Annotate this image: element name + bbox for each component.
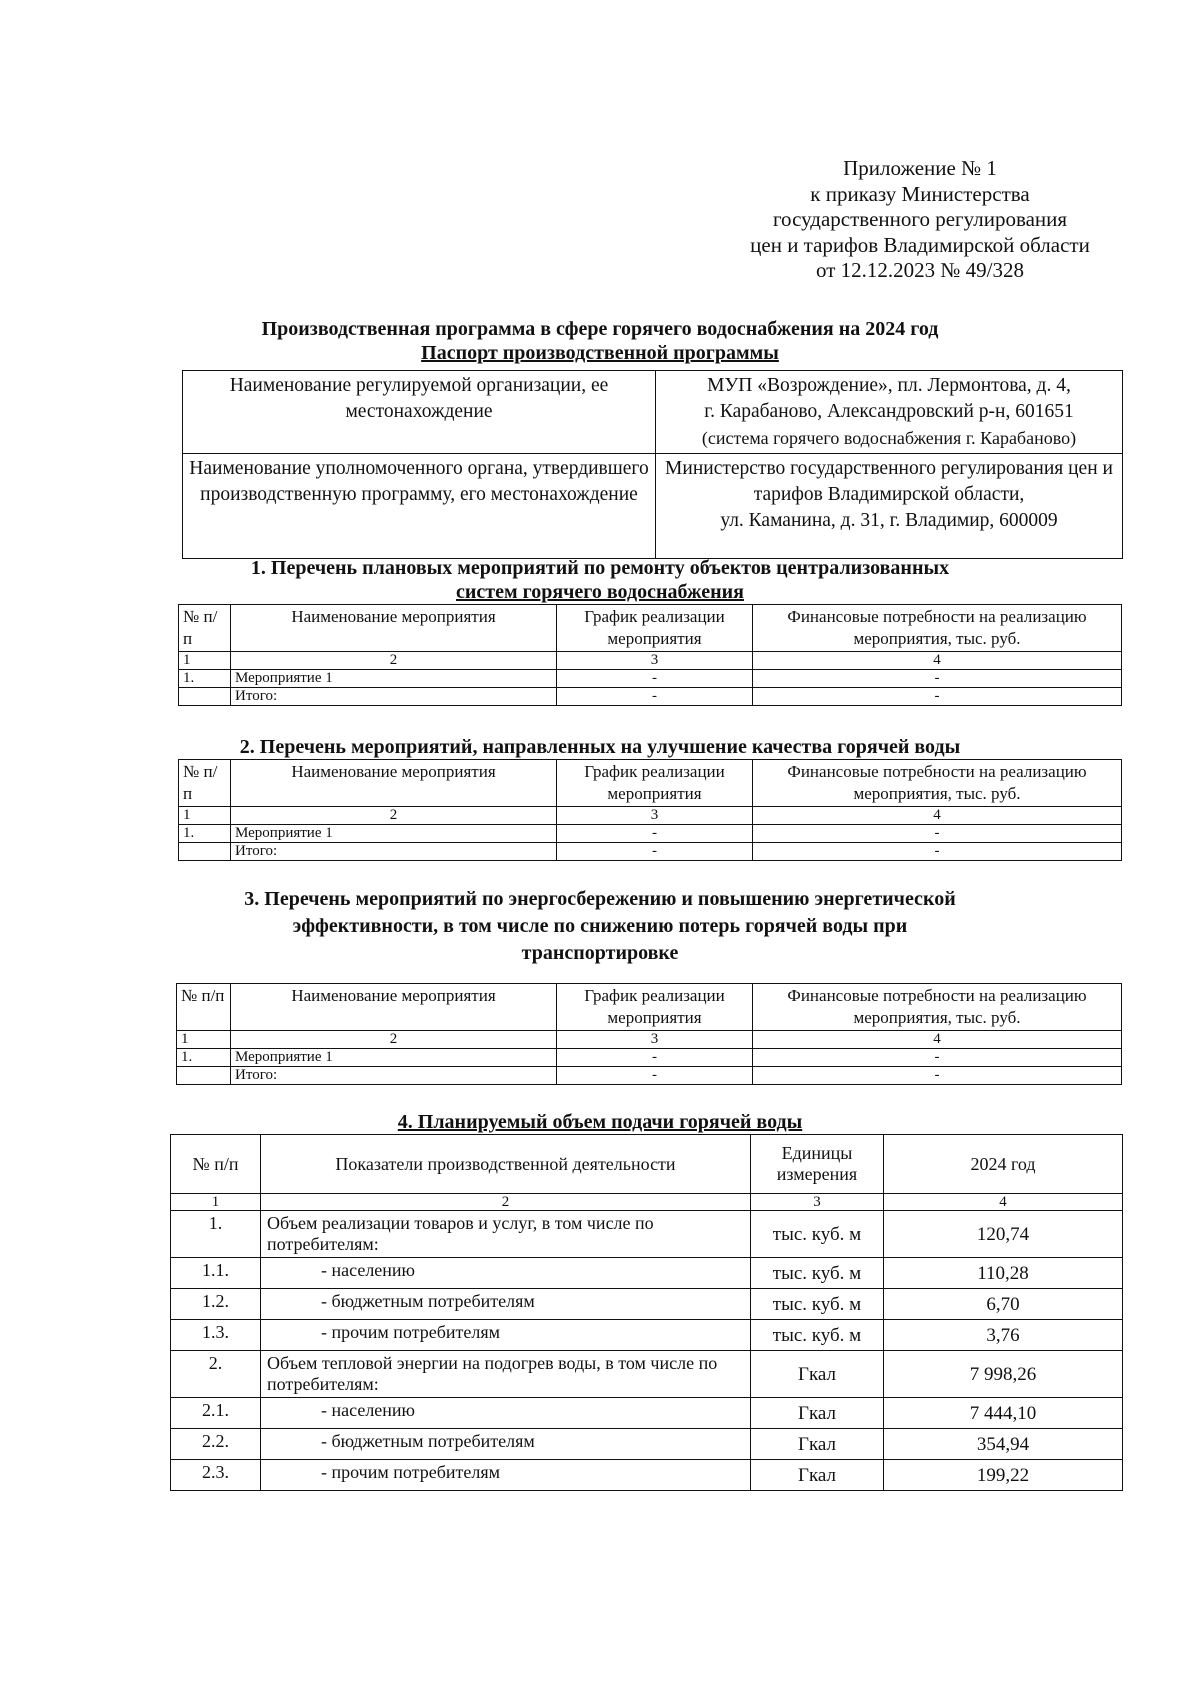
authority-value-line: ул. Каманина, д. 31, г. Владимир, 600009	[720, 510, 1058, 531]
header-name: Наименование мероприятия	[231, 605, 557, 652]
row-num: 1.	[179, 670, 231, 688]
col-number: 1	[177, 1031, 231, 1049]
col-number: 1	[179, 652, 231, 670]
passport-title: Паспорт производственной программы	[421, 342, 779, 364]
table-row	[179, 825, 1122, 843]
col-number: 2	[231, 652, 557, 670]
col-number: 2	[231, 807, 557, 825]
table-header-row	[177, 984, 1122, 1031]
total-schedule: -	[557, 843, 753, 861]
row-name: Мероприятие 1	[231, 825, 557, 843]
table-row	[171, 1460, 1123, 1491]
row-schedule: -	[557, 1049, 753, 1067]
row-name: - бюджетным потребителям	[261, 1289, 751, 1320]
col-number: 3	[557, 652, 753, 670]
row-name: Мероприятие 1	[231, 670, 557, 688]
column-number-row	[179, 652, 1122, 670]
header-schedule: График реализации мероприятия	[557, 984, 753, 1031]
header-indicator: Показатели производственной деятельности	[261, 1135, 751, 1194]
row-schedule: -	[557, 670, 753, 688]
row-finance: -	[753, 825, 1122, 843]
section-heading-line: эффективности, в том числе по снижению потерь горячей воды при	[292, 915, 908, 937]
org-label-cell	[183, 371, 656, 454]
column-number-row	[179, 807, 1122, 825]
appendix-line: от 12.12.2023 № 49/328	[815, 258, 1025, 282]
row-value: 7 444,10	[884, 1398, 1123, 1429]
header-schedule: График реализации мероприятия	[557, 605, 753, 652]
passport-row	[183, 454, 1123, 559]
row-num: 2.2.	[171, 1429, 261, 1460]
table-header-row	[179, 605, 1122, 652]
header-name: Наименование мероприятия	[231, 984, 557, 1031]
total-schedule: -	[557, 1067, 753, 1085]
row-name: - прочим потребителям	[261, 1460, 751, 1491]
table-row	[179, 670, 1122, 688]
section-2-table	[178, 759, 1122, 861]
document-title	[150, 317, 1050, 365]
total-label: Итого:	[231, 688, 557, 706]
appendix-line: государственного регулирования	[772, 207, 1068, 231]
header-finance: Финансовые потребности на реализацию мероприятия, тыс. руб.	[753, 760, 1122, 807]
header-num: № п/п	[177, 984, 231, 1031]
table-row	[171, 1351, 1123, 1398]
row-unit: Гкал	[751, 1398, 884, 1429]
header-finance: Финансовые потребности на реализацию мероприятия, тыс. руб.	[753, 605, 1122, 652]
row-num: 1.	[171, 1211, 261, 1258]
org-value-line: г. Карабаново, Александровский р-н, 601651	[704, 401, 1074, 422]
header-num: № п/п	[171, 1135, 261, 1194]
appendix-line: цен и тарифов Владимирской области	[750, 232, 1090, 257]
authority-label: Наименование уполномоченного органа, утвердившего производственную программу, его местонахождение	[189, 458, 649, 505]
col-number: 3	[751, 1194, 884, 1211]
authority-value-line: Министерство государственного регулирования цен и тарифов Владимирской области,	[665, 458, 1113, 505]
appendix-block	[720, 156, 1120, 284]
org-value-line: (система горячего водоснабжения г. Карабаново)	[701, 428, 1077, 448]
header-year: 2024 год	[884, 1135, 1123, 1194]
total-row	[179, 688, 1122, 706]
col-number: 3	[557, 1031, 753, 1049]
section-4-heading	[150, 1110, 1050, 1134]
row-finance: -	[753, 670, 1122, 688]
total-finance: -	[753, 1067, 1122, 1085]
authority-label-cell	[183, 454, 656, 559]
section-heading-line: 2. Перечень мероприятий, направленных на улучшение качества горячей воды	[239, 736, 961, 758]
row-name: Объем тепловой энергии на подогрев воды, в том числе по потребителям:	[261, 1351, 751, 1398]
col-number: 2	[261, 1194, 751, 1211]
authority-value-cell	[656, 454, 1123, 559]
section-heading-line: систем горячего водоснабжения	[456, 581, 744, 603]
header-name: Наименование мероприятия	[231, 760, 557, 807]
row-value: 120,74	[884, 1211, 1123, 1258]
section-1-table	[178, 604, 1122, 706]
col-number: 4	[753, 807, 1122, 825]
total-label: Итого:	[231, 1067, 557, 1085]
col-number: 2	[231, 1031, 557, 1049]
row-name: Объем реализации товаров и услуг, в том числе по потребителям:	[261, 1211, 751, 1258]
row-num: 2.1.	[171, 1398, 261, 1429]
row-schedule: -	[557, 825, 753, 843]
row-unit: тыс. куб. м	[751, 1320, 884, 1351]
section-1-heading	[150, 556, 1050, 604]
table-row	[171, 1289, 1123, 1320]
row-unit: Гкал	[751, 1351, 884, 1398]
passport-table	[182, 370, 1123, 559]
row-num: 2.3.	[171, 1460, 261, 1491]
row-unit: Гкал	[751, 1429, 884, 1460]
appendix-line: Приложение № 1	[843, 156, 997, 180]
total-schedule: -	[557, 688, 753, 706]
org-label: Наименование регулируемой организации, ее местонахождение	[229, 375, 609, 422]
row-num: 1.1.	[171, 1258, 261, 1289]
volume-table	[170, 1134, 1123, 1491]
table-row	[171, 1258, 1123, 1289]
section-heading-line: 3. Перечень мероприятий по энергосбережению и повышению энергетической	[244, 888, 956, 910]
row-num: 1.3.	[171, 1320, 261, 1351]
header-finance: Финансовые потребности на реализацию мероприятия, тыс. руб.	[753, 984, 1122, 1031]
row-value: 3,76	[884, 1320, 1123, 1351]
section-3-table	[176, 983, 1122, 1085]
org-value-cell	[656, 371, 1123, 454]
table-row	[171, 1320, 1123, 1351]
row-name: - населению	[261, 1398, 751, 1429]
table-header-row	[179, 760, 1122, 807]
total-label: Итого:	[231, 843, 557, 861]
table-header-row	[171, 1135, 1123, 1194]
row-num: 1.	[179, 825, 231, 843]
total-finance: -	[753, 688, 1122, 706]
header-num: № п/п	[179, 605, 231, 652]
row-unit: тыс. куб. м	[751, 1289, 884, 1320]
row-value: 6,70	[884, 1289, 1123, 1320]
col-number: 1	[171, 1194, 261, 1211]
col-number: 3	[557, 807, 753, 825]
col-number: 4	[753, 652, 1122, 670]
row-unit: тыс. куб. м	[751, 1258, 884, 1289]
total-finance: -	[753, 843, 1122, 861]
row-unit: Гкал	[751, 1460, 884, 1491]
col-number: 4	[884, 1194, 1123, 1211]
header-schedule: График реализации мероприятия	[557, 760, 753, 807]
total-row	[177, 1067, 1122, 1085]
header-unit: Единицы измерения	[751, 1135, 884, 1194]
row-name: - прочим потребителям	[261, 1320, 751, 1351]
section-3-heading	[150, 886, 1050, 967]
table-row	[177, 1049, 1122, 1067]
title-line: Производственная программа в сфере горячего водоснабжения на 2024 год	[261, 318, 939, 340]
header-num: № п/п	[179, 760, 231, 807]
col-number: 1	[179, 807, 231, 825]
row-value: 7 998,26	[884, 1351, 1123, 1398]
org-value-line: МУП «Возрождение», пл. Лермонтова, д. 4,	[707, 375, 1071, 396]
column-number-row	[177, 1031, 1122, 1049]
table-row	[171, 1429, 1123, 1460]
row-name: - населению	[261, 1258, 751, 1289]
row-name: - бюджетным потребителям	[261, 1429, 751, 1460]
section-heading-line: транспортировке	[521, 942, 679, 964]
row-num: 1.2.	[171, 1289, 261, 1320]
column-number-row	[171, 1194, 1123, 1211]
row-value: 110,28	[884, 1258, 1123, 1289]
passport-row	[183, 371, 1123, 454]
total-row	[179, 843, 1122, 861]
table-row	[171, 1398, 1123, 1429]
row-value: 354,94	[884, 1429, 1123, 1460]
appendix-line: к приказу Министерства	[810, 181, 1030, 206]
section-heading-line: 4. Планируемый объем подачи горячей воды	[397, 1111, 803, 1133]
row-name: Мероприятие 1	[231, 1049, 557, 1067]
section-2-heading	[150, 735, 1050, 759]
col-number: 4	[753, 1031, 1122, 1049]
row-num: 1.	[177, 1049, 231, 1067]
row-value: 199,22	[884, 1460, 1123, 1491]
row-num: 2.	[171, 1351, 261, 1398]
row-finance: -	[753, 1049, 1122, 1067]
table-row	[171, 1211, 1123, 1258]
row-unit: тыс. куб. м	[751, 1211, 884, 1258]
section-heading-line: 1. Перечень плановых мероприятий по ремонту объектов централизованных	[250, 557, 950, 579]
